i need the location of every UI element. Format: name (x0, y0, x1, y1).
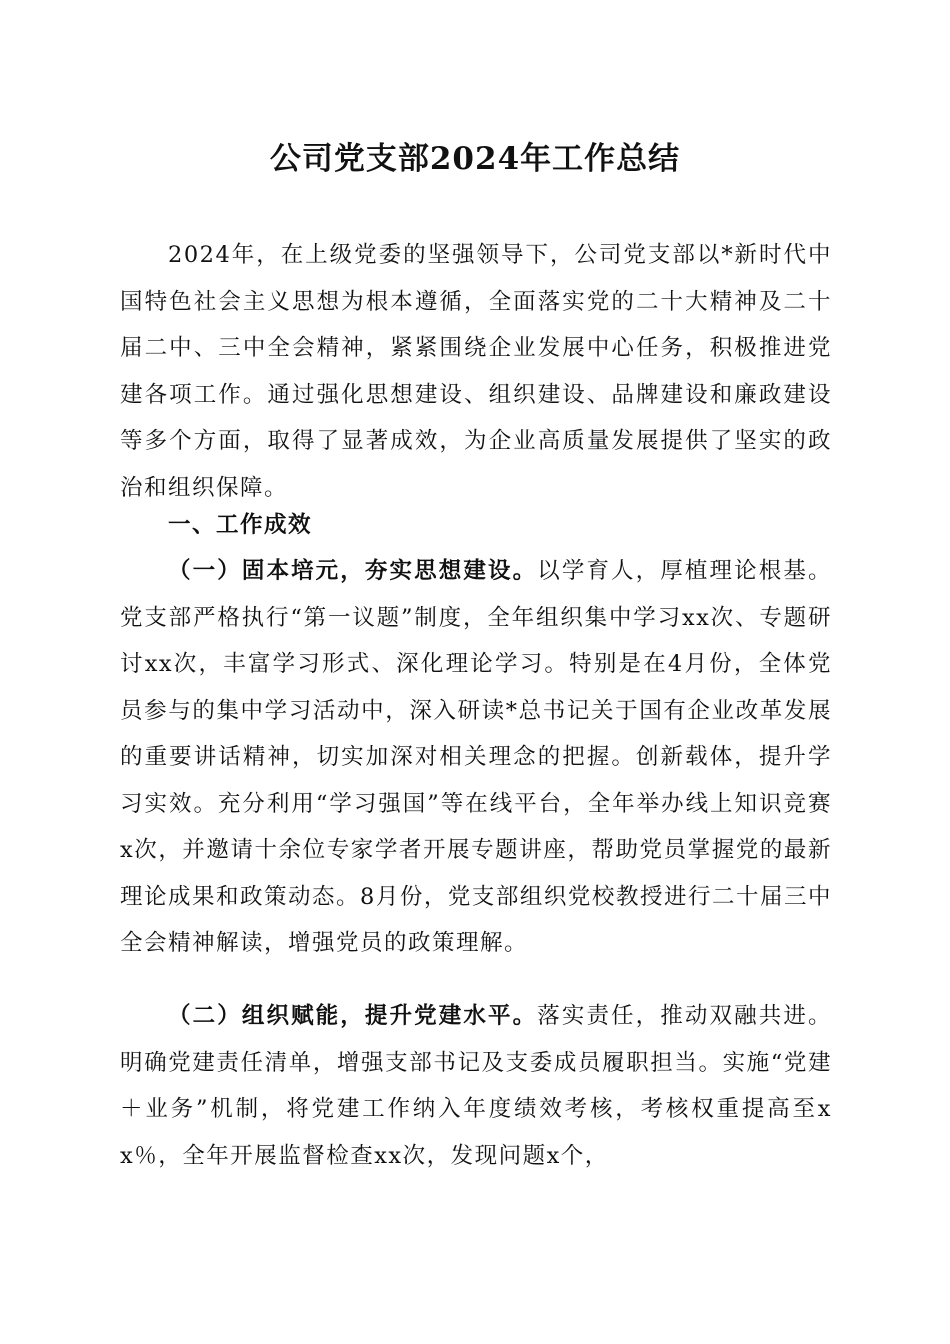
subheading-organization-building: （二）组织赋能，提升党建水平。 (168, 1003, 538, 1029)
paragraph-organization-building (120, 993, 832, 1179)
subheading-ideological-building: （一）固本培元，夯实思想建设。 (168, 558, 538, 584)
paragraph-ideological-building-text: 以学育人，厚植理论根基。党支部严格执行“第一议题”制度，全年组织集中学习xx次、专题研讨xx次，丰富学习形式、深化理论学习。特别是在4月份，全体党员参与的集中学习活动中，深入研读*总书记关于国有企业改革发展的重要讲话精神，切实加深对相关理念的把握。创新载体，提升学习实效。充分利用“学习强国”等在线平台，全年举办线上知识竞赛x次，并邀请十余位专家学者开展专题讲座，帮助党员掌握党的最新理论成果和政策动态。8月份，党支部组织党校教授进行二十届三中全会精神解读，增强党员的政策理解。 (120, 558, 832, 956)
document-title: 公司党支部2024年工作总结 (269, 141, 681, 177)
paragraph-ideological-building (120, 548, 832, 967)
intro-paragraph: 2024年，在上级党委的坚强领导下，公司党支部以*新时代中国特色社会主义思想为根本遵循，全面落实党的二十大精神及二十届二中、三中全会精神，紧紧围绕企业发展中心任务，积极推进党建各项工作。通过强化思想建设、组织建设、品牌建设和廉政建设等多个方面，取得了显著成效，为企业高质量发展提供了坚实的政治和组织保障。 (120, 242, 832, 501)
paragraph-organization-building-text: 落实责任，推动双融共进。明确党建责任清单，增强支部书记及支委成员履职担当。实施“党建＋业务”机制，将党建工作纳入年度绩效考核，考核权重提高至xx％，全年开展监督检查xx次，发现问题x个， (120, 1003, 832, 1169)
section-heading-work-results: 一、工作成效 (168, 512, 313, 538)
